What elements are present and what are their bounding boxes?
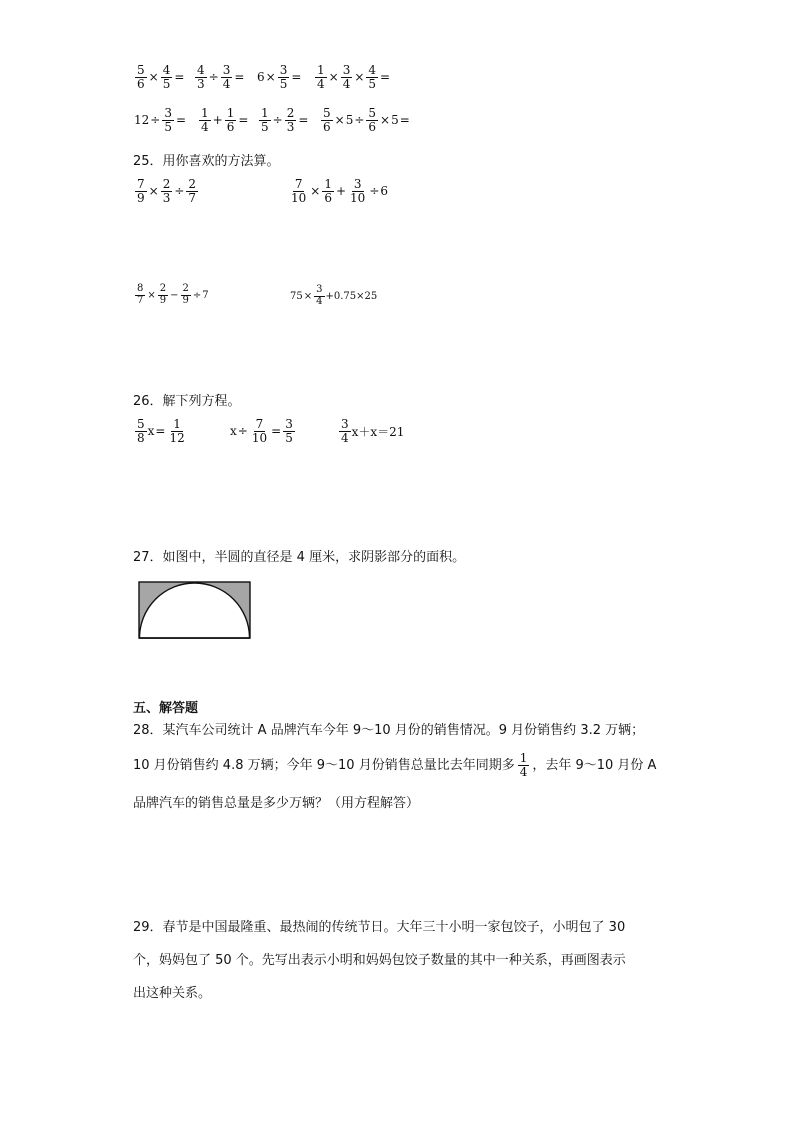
- q25-expr2: $\frac{7}{10}$ × $\frac{1}{6}$ + $\frac{3}{10}$ ÷ 6: [291, 177, 389, 205]
- calc-row1-expr1: $\frac{5}{6}$ × $\frac{4}{5}$ =: [137, 63, 185, 91]
- q25-expr3: $\frac{8}{7}$ × $\frac{2}{9}$ − $\frac{2}{9}$ ÷ 7: [137, 283, 209, 306]
- q29-line3: 出这种关系。: [133, 986, 212, 1001]
- calc-row1-expr2: $\frac{4}{3}$ ÷ $\frac{3}{4}$ =: [197, 63, 245, 91]
- q26-equation2: x ÷ $\frac{7}{10}$ = $\frac{3}{5}$: [230, 417, 293, 445]
- calc-row1-expr4: $\frac{1}{4}$ × $\frac{3}{4}$ × $\frac{4}{5}$ =: [317, 63, 391, 91]
- q29-line2: 个，妈妈包了 50 个。先写出表示小明和妈妈包饺子数量的其中一种关系，再画图表示: [133, 953, 626, 968]
- q29-line1: 29．春节是中国最隆重、最热闹的传统节日。大年三十小明一家包饺子，小明包了 30: [133, 920, 626, 935]
- calc-row2-expr3: $\frac{1}{5}$ ÷ $\frac{2}{3}$ =: [261, 106, 309, 134]
- q25-expr4: 75 × $\frac{3}{4}$ +0.75×25: [290, 284, 378, 307]
- calc-row2-expr1: 12 ÷ $\frac{3}{5}$ =: [134, 106, 187, 134]
- q28-line3: 品牌汽车的销售总量是多少万辆？（用方程解答）: [133, 796, 420, 811]
- q25-expr1: $\frac{7}{9}$ × $\frac{2}{3}$ ÷ $\frac{2}{7}$: [137, 177, 197, 205]
- q25-title: 25．用你喜欢的方法算。: [133, 154, 280, 169]
- q28-fraction: $\frac{1}{4}$: [519, 751, 528, 779]
- q28-line1: 28．某汽车公司统计 A 品牌汽车今年 9～10 月份的销售情况。9 月份销售约 3.2 万辆；: [133, 723, 645, 738]
- section-five-heading: 五、解答题: [133, 701, 199, 716]
- q26-equation1: $\frac{5}{8}$ x = $\frac{1}{12}$: [137, 417, 185, 445]
- calc-row2-expr4: $\frac{5}{6}$ × 5 ÷ $\frac{5}{6}$ × 5 =: [323, 106, 410, 134]
- q26-equation3: $\frac{3}{4}$ x＋x＝21: [341, 417, 405, 445]
- q28-line2: 10 月份销售约 4.8 万辆；今年 9～10 月份销售总量比去年同期多 $\frac{1}{4}$ ，去年 9～10 月份 A: [133, 751, 657, 779]
- semicircle-rectangle-figure: [138, 581, 252, 640]
- q27-title: 27．如图中，半圆的直径是 4 厘米，求阴影部分的面积。: [133, 550, 466, 565]
- calc-row1-expr3: 6 × $\frac{3}{5}$ =: [257, 63, 302, 91]
- q26-title: 26．解下列方程。: [133, 394, 241, 409]
- calc-row2-expr2: $\frac{1}{4}$ + $\frac{1}{6}$ =: [201, 106, 249, 134]
